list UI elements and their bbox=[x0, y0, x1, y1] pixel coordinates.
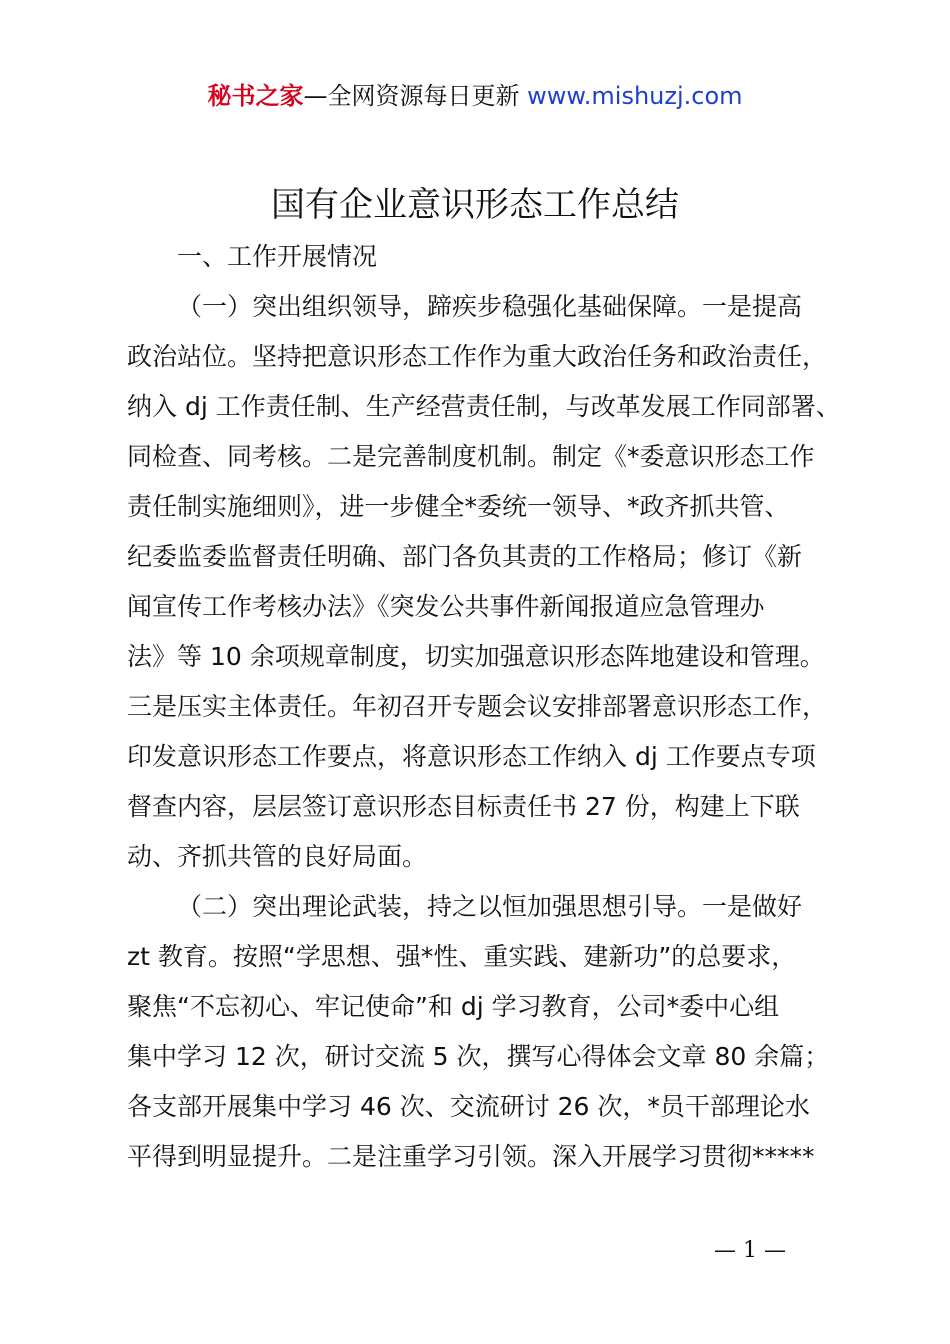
paragraph-line: 政治站位。坚持把意识形态工作作为重大政治任务和政治责任， bbox=[127, 342, 828, 371]
page-number: — 1 — bbox=[714, 1238, 786, 1263]
section-heading: 一、工作开展情况 bbox=[177, 242, 378, 271]
banner-tagline: —全网资源每日更新 bbox=[303, 82, 528, 110]
source-banner bbox=[0, 80, 950, 112]
paragraph-line: zt 教育。按照“学思想、强*性、重实践、建新功”的总要求， bbox=[127, 942, 797, 971]
paragraph-line: 集中学习 12 次，研讨交流 5 次，撰写心得体会文章 80 余篇； bbox=[127, 1042, 830, 1071]
paragraph-line: 责任制实施细则》，进一步健全*委统一领导、*政齐抓共管、 bbox=[127, 492, 790, 521]
document-body bbox=[127, 232, 847, 1182]
paragraph-line: 闻宣传工作考核办法》《突发公共事件新闻报道应急管理办 bbox=[127, 592, 765, 621]
paragraph-line: 印发意识形态工作要点，将意识形态工作纳入 dj 工作要点专项 bbox=[127, 742, 816, 771]
paragraph-line: 动、齐抓共管的良好局面。 bbox=[127, 842, 428, 871]
paragraph-line: 平得到明显提升。二是注重学习引领。深入开展学习贯彻***** bbox=[127, 1142, 815, 1171]
paragraph-line: 三是压实主体责任。年初召开专题会议安排部署意识形态工作， bbox=[127, 692, 828, 721]
paragraph-line: 法》等 10 余项规章制度，切实加强意识形态阵地建设和管理。 bbox=[127, 642, 825, 671]
paragraph-line: 纪委监委监督责任明确、部门各负其责的工作格局；修订《新 bbox=[127, 542, 803, 571]
paragraph-line: 聚焦“不忘初心、牢记使命”和 dj 学习教育，公司*委中心组 bbox=[127, 992, 780, 1021]
paragraph-line: 督查内容，层层签订意识形态目标责任书 27 份，构建上下联 bbox=[127, 792, 800, 821]
paragraph-line: 纳入 dj 工作责任制、生产经营责任制，与改革发展工作同部署、 bbox=[127, 392, 841, 421]
document-title: 国有企业意识形态工作总结 bbox=[271, 185, 679, 225]
banner-brand: 秘书之家 bbox=[207, 82, 304, 110]
paragraph-line: （二）突出理论武装，持之以恒加强思想引导。一是做好 bbox=[177, 892, 803, 921]
paragraph-line: （一）突出组织领导，蹄疾步稳强化基础保障。一是提高 bbox=[177, 292, 803, 321]
banner-url-link[interactable]: www.mishuzj.com bbox=[527, 82, 743, 110]
paragraph-line: 同检查、同考核。二是完善制度机制。制定《*委意识形态工作 bbox=[127, 442, 815, 471]
paragraph-line: 各支部开展集中学习 46 次、交流研讨 26 次，*员干部理论水 bbox=[127, 1092, 810, 1121]
